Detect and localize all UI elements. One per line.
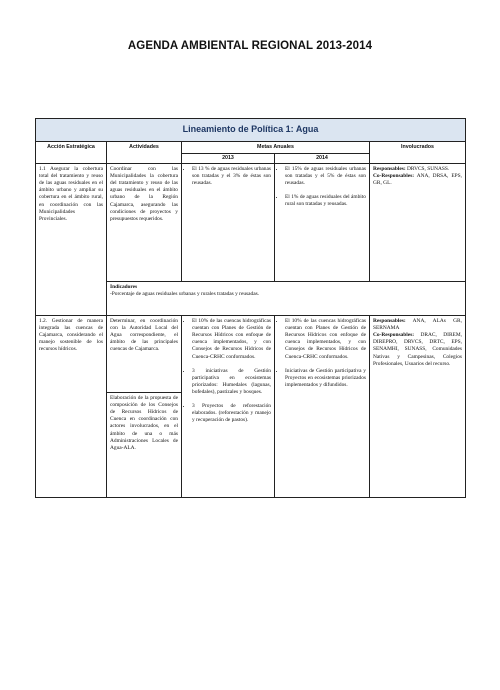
coresponsables-text: ANA, DRSA, EPS, GR, GL. [373, 173, 462, 187]
header-row [36, 142, 466, 154]
coresponsables-label: Co-Responsables: [373, 332, 415, 339]
responsables-text: DRVCS, SUNASS. [407, 165, 450, 172]
meta-2013-cell [182, 315, 275, 497]
header-accion: Acción Estratégica [36, 142, 107, 164]
indicadores-label: Indicadores [110, 283, 138, 290]
indicadores-cell [107, 281, 466, 315]
meta-2013-cell [182, 163, 275, 281]
meta-item: • El 13 % de aguas residuales urbanas son tratadas y el 3% de éstas son reusadas. [192, 166, 271, 187]
coresponsables-text: DRAC, DIREM, DIREPRO, DRVCS, DRTC, EPS, SENAMHI, SUNASS, Comunidades Nativas y Campesinas, Colegios Profesionales, Usuarios del recurso. [373, 332, 462, 367]
agenda-table [35, 118, 466, 498]
meta-item: • 3 Proyectos de reforestación elaborados. (reforestación y manejo y recuperación de pastos). [192, 403, 271, 424]
document-title: AGENDA AMBIENTAL REGIONAL 2013-2014 [127, 40, 373, 52]
header-year-2014: 2014 [275, 153, 370, 163]
header-actividades: Actividades [107, 142, 182, 164]
meta-item: • 3 iniciativas de Gestión participativa en ecosistemas priorizados: Humedales (lagunas, bofedales), pastizales y bosques. [192, 368, 271, 397]
table-row [36, 163, 466, 281]
accion-cell: 1.1 Asegurar la cobertura total del tratamiento y reuso de las aguas residuales en el ámbito urbano y ampliar su cobertura en el ámbito rural, en coordinación con las Municipalidades Provinciales. [36, 163, 107, 315]
actividad-cell: Determinar, en coordinación con la Autoridad Local del Agua correspondiente, el ámbito de las principales cuencas de Cajamarca. [107, 315, 182, 392]
involucrados-cell [370, 163, 466, 281]
involucrados-cell [370, 315, 466, 497]
meta-item: • El 15% de aguas residuales urbanas son tratadas y el 5% de éstas son reusadas. [285, 166, 366, 187]
meta-item: • El 10% de las cuencas hidrográficas cuentan con Planes de Gestión de Recursos Hídricos con enfoque de cuenca implementados, y con Consejos de Recursos Hídricos de Cuenca-CRHC conformados. [192, 318, 271, 361]
meta-item: • Iniciativas de Gestión participativa y Proyectos en ecosistemas priorizados implementados y difundidos. [285, 368, 366, 389]
coresponsables-label: Co-Responsables: [373, 173, 415, 180]
meta-2014-cell [275, 163, 370, 281]
responsables-label: Responsables: [373, 165, 406, 172]
meta-2014-cell [275, 315, 370, 497]
lineamiento-row [36, 119, 466, 142]
header-year-2013: 2013 [182, 153, 275, 163]
responsables-label: Responsables: [373, 317, 406, 324]
responsables-text: ANA, ALAs GR, SERNAMA [373, 317, 462, 332]
lineamiento-title: Lineamiento de Política 1: Agua [36, 119, 466, 142]
indicadores-text: -Porcentaje de aguas residuales urbanas y rurales tratadas y reusadas. [110, 291, 260, 298]
actividad-cell: Elaboración de la propuesta de composición de los Consejos de Recursos Hídricos de Cuenca en coordinación con actores involucrados, en el ámbito de una o más Administraciones Locales de Agua-ALA. [107, 392, 182, 497]
table-row [36, 315, 466, 392]
header-metas: Metas Anuales [182, 142, 370, 154]
header-involucrados: Involucrados [370, 142, 466, 164]
meta-item: • El 1% de aguas residuales del ámbito rural son tratadas y reusadas. [285, 194, 366, 208]
accion-cell: 1.2. Gestionar de manera integrada las cuencas de Cajamarca, considerando el manejo sostenible de los recursos hídricos. [36, 315, 107, 497]
meta-item: • El 10% de las cuencas hidrográficas cuentan con Planes de Gestión de Recursos Hídricos con enfoque de cuenca implementados, y con Consejos de Recursos Hídricos de Cuenca-CRHC conformados. [285, 318, 366, 361]
actividad-cell: Coordinar con las Municipalidades la cobertura del tratamiento y reuso de las aguas residuales en el ámbito urbano de la Región Cajamarca, asegurando las condiciones de proyectos y presupuestos requeridos. [107, 163, 182, 281]
